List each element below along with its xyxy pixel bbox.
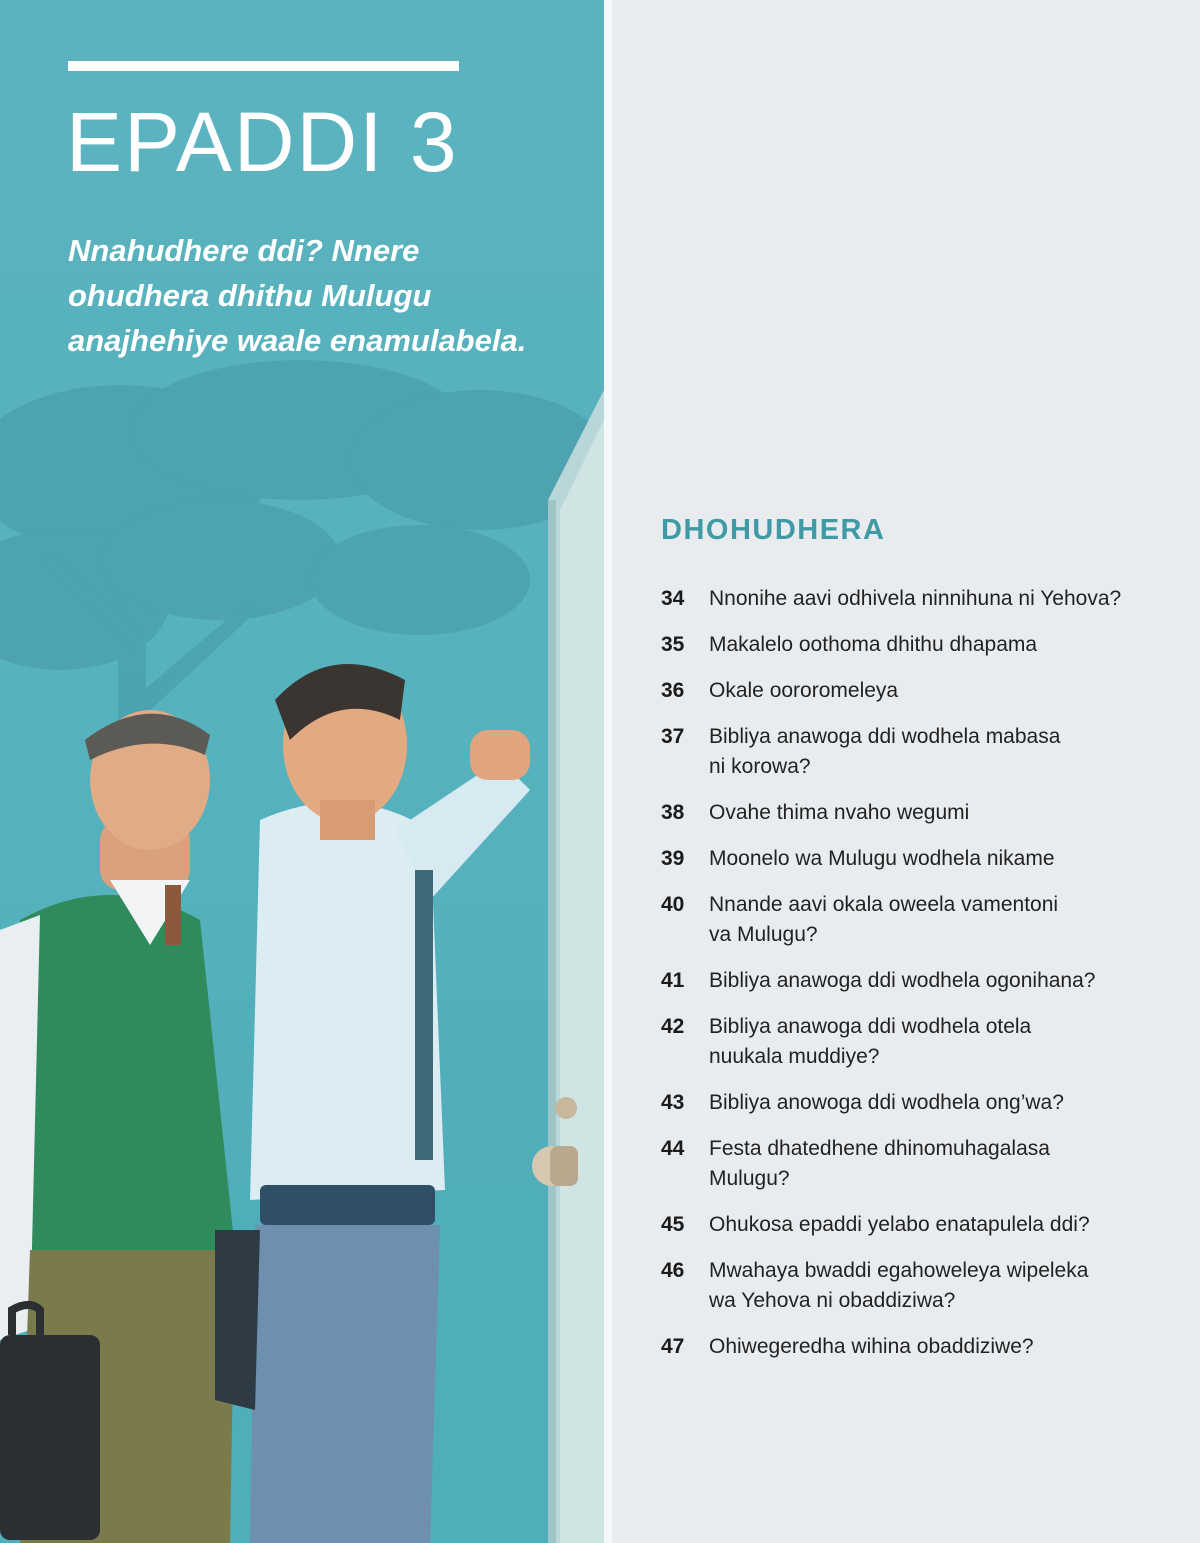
lesson-title: Makalelo oothoma dhithu dhapama [709, 633, 1038, 656]
lesson-number: 45 [661, 1213, 685, 1236]
list-item[interactable] [661, 676, 1191, 706]
lesson-title-continued: Mulugu? [709, 1167, 790, 1190]
list-item[interactable] [661, 1012, 1191, 1072]
briefcase [0, 1335, 100, 1540]
contents-heading: DHOHUDHERA [661, 514, 886, 546]
list-item[interactable] [661, 890, 1191, 950]
lesson-number: 46 [661, 1259, 685, 1282]
lesson-number: 35 [661, 633, 685, 656]
lesson-title: Bibliya anawoga ddi wodhela otela [709, 1015, 1032, 1038]
lesson-title: Ohiwegeredha wihina obaddiziwe? [709, 1335, 1034, 1358]
lesson-number: 41 [661, 969, 685, 992]
lesson-number: 38 [661, 801, 685, 824]
lesson-number: 39 [661, 847, 685, 870]
lesson-number: 34 [661, 587, 685, 610]
lesson-number: 43 [661, 1091, 685, 1114]
list-item[interactable] [661, 966, 1191, 996]
lesson-title: Ovahe thima nvaho wegumi [709, 801, 970, 824]
list-item[interactable] [661, 1134, 1191, 1194]
chapter-title: EPADDI 3 [66, 95, 459, 189]
list-item[interactable] [661, 630, 1191, 660]
lesson-title: Bibliya anawoga ddi wodhela mabasa [709, 725, 1061, 748]
page-gutter [604, 0, 612, 1543]
lesson-title: Nnande aavi okala oweela vamentoni [709, 893, 1059, 916]
older-man-figure [0, 710, 235, 1543]
lesson-number: 37 [661, 725, 685, 748]
lesson-title: Mwahaya bwaddi egahoweleya wipeleka [709, 1259, 1089, 1282]
lesson-number: 42 [661, 1015, 685, 1038]
lesson-title: Bibliya anowoga ddi wodhela ong’wa? [709, 1091, 1064, 1114]
lesson-number: 36 [661, 679, 685, 702]
lesson-title: Bibliya anawoga ddi wodhela ogonihana? [709, 969, 1096, 992]
lesson-title-continued: wa Yehova ni obaddiziwa? [709, 1289, 956, 1312]
lesson-title-continued: va Mulugu? [709, 923, 818, 946]
lesson-number: 44 [661, 1137, 685, 1160]
lesson-title-continued: nuukala muddiye? [709, 1045, 880, 1068]
lesson-title: Festa dhatedhene dhinomuhagalasa [709, 1137, 1050, 1160]
list-item[interactable] [661, 722, 1191, 782]
lesson-number: 47 [661, 1335, 685, 1358]
lesson-number: 40 [661, 893, 685, 916]
lesson-title: Nnonihe aavi odhivela ninnihuna ni Yehova? [709, 587, 1122, 610]
lesson-title-continued: ni korowa? [709, 755, 811, 778]
lesson-title: Okale oororomeleya [709, 679, 899, 702]
chapter-subtitle: Nnahudhere ddi? Nnere ohudhera dhithu Mulugu anajhehiye waale enamulabela. [68, 233, 527, 358]
belt [260, 1185, 435, 1225]
list-item[interactable] [661, 798, 1191, 828]
list-item[interactable] [661, 1210, 1191, 1240]
door [548, 390, 604, 1543]
list-item[interactable] [661, 584, 1191, 614]
title-rule [68, 61, 459, 71]
list-item[interactable] [661, 1332, 1191, 1362]
lesson-title: Moonelo wa Mulugu wodhela nikame [709, 847, 1055, 870]
lesson-list [661, 584, 1191, 1378]
door-lock-knob [555, 1097, 577, 1119]
list-item[interactable] [661, 1088, 1191, 1118]
lesson-title: Ohukosa epaddi yelabo enatapulela ddi? [709, 1213, 1090, 1236]
list-item[interactable] [661, 844, 1191, 874]
list-item[interactable] [661, 1256, 1191, 1316]
